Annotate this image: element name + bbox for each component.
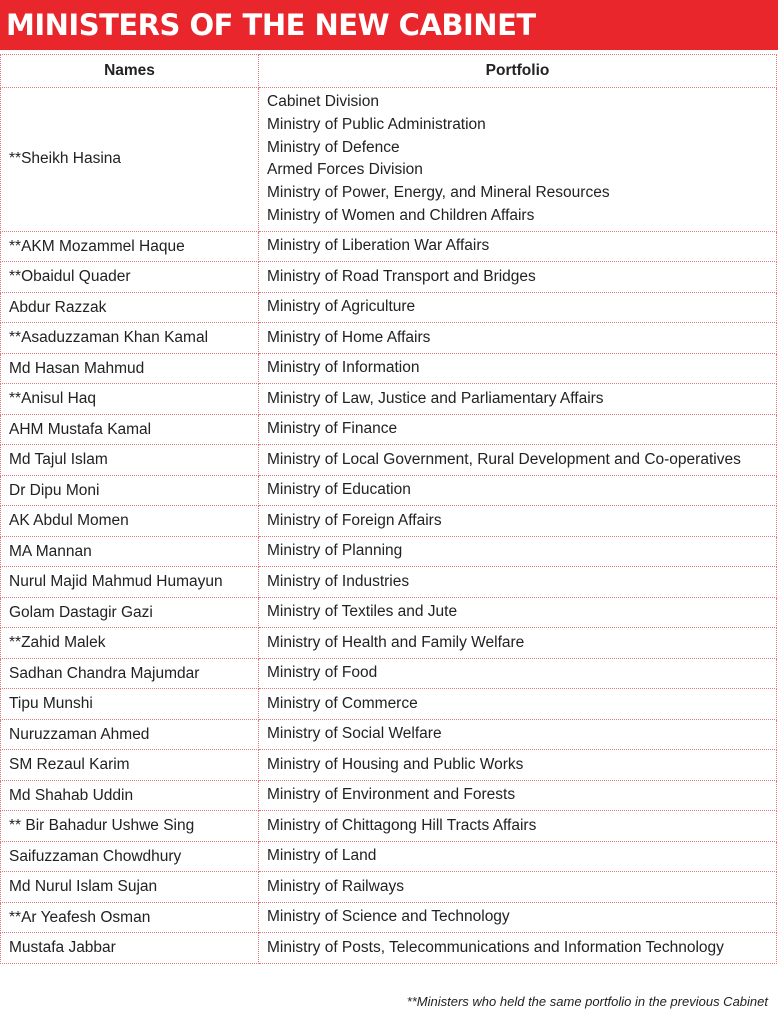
minister-name: **AKM Mozammel Haque	[1, 231, 259, 262]
minister-name: **Asaduzzaman Khan Kamal	[1, 323, 259, 354]
minister-name: SM Rezaul Karim	[1, 750, 259, 781]
minister-name: ** Bir Bahadur Ushwe Sing	[1, 811, 259, 842]
portfolio-item: Ministry of Land	[267, 847, 377, 865]
table-row	[1, 567, 777, 598]
portfolio-item: Ministry of Textiles and Jute	[267, 603, 458, 621]
portfolio-cell	[259, 811, 777, 842]
portfolio-cell	[259, 445, 777, 476]
minister-name: Md Hasan Mahmud	[1, 353, 259, 384]
portfolio-item: Ministry of Women and Children Affairs	[267, 206, 535, 224]
table-row	[1, 902, 777, 933]
portfolio-cell	[259, 750, 777, 781]
minister-name: Tipu Munshi	[1, 689, 259, 720]
portfolio-item: Ministry of Information	[267, 359, 420, 377]
portfolio-cell	[259, 323, 777, 354]
portfolio-cell	[259, 597, 777, 628]
table-row	[1, 414, 777, 445]
table-row	[1, 628, 777, 659]
cabinet-table	[0, 54, 777, 964]
portfolio-item: Ministry of Road Transport and Bridges	[267, 267, 536, 285]
page-title: MINISTERS OF THE NEW CABINET	[0, 0, 778, 50]
table-row	[1, 506, 777, 537]
portfolio-cell	[259, 719, 777, 750]
portfolio-item: Ministry of Planning	[267, 542, 403, 560]
minister-name: AK Abdul Momen	[1, 506, 259, 537]
minister-name: MA Mannan	[1, 536, 259, 567]
portfolio-cell	[259, 902, 777, 933]
portfolio-item: Ministry of Health and Family Welfare	[267, 633, 525, 651]
portfolio-item: Ministry of Agriculture	[267, 298, 416, 316]
table-row	[1, 597, 777, 628]
portfolio-cell	[259, 231, 777, 262]
minister-name: Nuruzzaman Ahmed	[1, 719, 259, 750]
portfolio-item: Ministry of Commerce	[267, 694, 418, 712]
portfolio-item: Ministry of Home Affairs	[267, 328, 431, 346]
table-row	[1, 658, 777, 689]
portfolio-column-header: Portfolio	[259, 55, 777, 88]
portfolio-item: Ministry of Local Government, Rural Development and Co-operatives	[267, 450, 741, 468]
portfolio-item: Ministry of Industries	[267, 572, 410, 590]
minister-name: Md Shahab Uddin	[1, 780, 259, 811]
portfolio-item: Ministry of Liberation War Affairs	[267, 237, 490, 255]
minister-name: Dr Dipu Moni	[1, 475, 259, 506]
minister-name: Md Nurul Islam Sujan	[1, 872, 259, 903]
portfolio-item: Ministry of Railways	[267, 877, 404, 895]
portfolio-cell	[259, 933, 777, 964]
portfolio-cell	[259, 414, 777, 445]
table-row	[1, 475, 777, 506]
table-row	[1, 780, 777, 811]
portfolio-cell	[259, 780, 777, 811]
portfolio-item: Ministry of Chittagong Hill Tracts Affairs	[267, 816, 537, 834]
table-row	[1, 719, 777, 750]
table-row	[1, 933, 777, 964]
minister-name: Golam Dastagir Gazi	[1, 597, 259, 628]
portfolio-cell	[259, 292, 777, 323]
minister-name: Mustafa Jabbar	[1, 933, 259, 964]
table-row	[1, 292, 777, 323]
table-row	[1, 750, 777, 781]
portfolio-item: Ministry of Foreign Affairs	[267, 511, 442, 529]
portfolio-item: Cabinet Division	[267, 93, 379, 110]
portfolio-item: Ministry of Defence	[267, 138, 400, 156]
portfolio-cell	[259, 262, 777, 293]
minister-name: Md Tajul Islam	[1, 445, 259, 476]
portfolio-cell	[259, 689, 777, 720]
table-row	[1, 262, 777, 293]
minister-name: Sadhan Chandra Majumdar	[1, 658, 259, 689]
portfolio-item: Ministry of Social Welfare	[267, 725, 442, 743]
portfolio-item: Ministry of Public Administration	[267, 115, 486, 133]
minister-name: **Sheikh Hasina	[1, 88, 259, 232]
portfolio-cell	[259, 384, 777, 415]
portfolio-cell	[259, 841, 777, 872]
portfolio-item: Ministry of Education	[267, 481, 411, 499]
table-row	[1, 353, 777, 384]
table-row	[1, 323, 777, 354]
portfolio-cell	[259, 353, 777, 384]
names-column-header: Names	[1, 55, 259, 88]
minister-name: Saifuzzaman Chowdhury	[1, 841, 259, 872]
portfolio-item: Ministry of Environment and Forests	[267, 786, 516, 804]
portfolio-cell	[259, 475, 777, 506]
portfolio-cell	[259, 628, 777, 659]
minister-name: **Obaidul Quader	[1, 262, 259, 293]
minister-name: **Ar Yeafesh Osman	[1, 902, 259, 933]
portfolio-item: Armed Forces Division	[267, 161, 423, 179]
portfolio-item: Ministry of Science and Technology	[267, 908, 510, 926]
portfolio-cell	[259, 536, 777, 567]
portfolio-cell	[259, 872, 777, 903]
table-header-row	[1, 55, 777, 88]
footnote: **Ministers who held the same portfolio in the previous Cabinet	[406, 994, 768, 1009]
minister-name: Nurul Majid Mahmud Humayun	[1, 567, 259, 598]
table-row	[1, 841, 777, 872]
table-row	[1, 231, 777, 262]
portfolio-cell	[259, 506, 777, 537]
minister-name: AHM Mustafa Kamal	[1, 414, 259, 445]
table-row	[1, 689, 777, 720]
table-row	[1, 811, 777, 842]
table-row	[1, 445, 777, 476]
portfolio-cell	[259, 567, 777, 598]
portfolio-item: Ministry of Food	[267, 664, 378, 682]
portfolio-item: Ministry of Posts, Telecommunications and Information Technology	[267, 938, 724, 956]
minister-name: Abdur Razzak	[1, 292, 259, 323]
table-row	[1, 872, 777, 903]
table-row	[1, 384, 777, 415]
portfolio-item: Ministry of Law, Justice and Parliamentary Affairs	[267, 389, 604, 407]
table-row	[1, 536, 777, 567]
portfolio-item: Ministry of Power, Energy, and Mineral Resources	[267, 184, 610, 202]
table-row	[1, 88, 777, 232]
portfolio-cell	[259, 658, 777, 689]
portfolio-item: Ministry of Housing and Public Works	[267, 755, 524, 773]
minister-name: **Zahid Malek	[1, 628, 259, 659]
portfolio-item: Ministry of Finance	[267, 420, 398, 438]
minister-name: **Anisul Haq	[1, 384, 259, 415]
portfolio-cell	[259, 88, 777, 232]
table-body	[1, 88, 777, 964]
